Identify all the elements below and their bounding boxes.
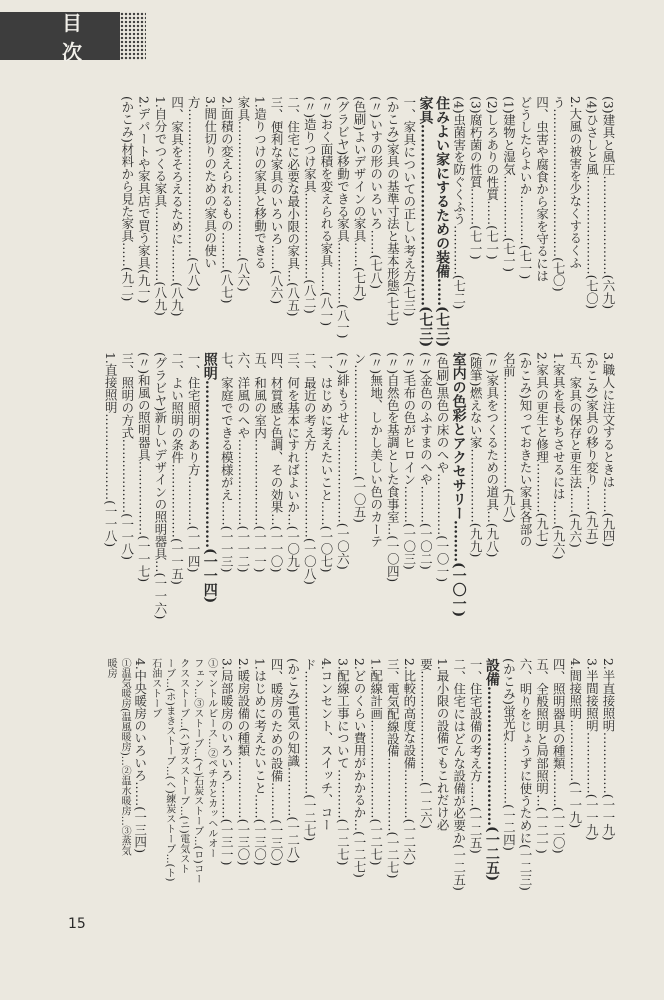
- toc-subitem-list: ①温気暖房(温風暖房)…②温水暖房…③蒸気: [119, 658, 131, 856]
- header-dot-pattern: [120, 12, 146, 60]
- toc-entry: 4.コンセント、スイッチ、コー: [318, 658, 334, 832]
- toc-subitem-list: フェン…③ストーブ…(イ)石炭ストーブ…(ロ)コー: [191, 658, 203, 884]
- toc-entry: (〃)自然色を基調とした食事室…(一〇四): [385, 352, 401, 583]
- toc-entry: 1.最小限の設備でもこれだけ必: [435, 658, 451, 832]
- toc-block-middle: [60, 352, 616, 626]
- toc-entry: (4)虫菌害を防ぐくふう…………(七二): [451, 96, 467, 310]
- toc-entry: 四、家具をそろえるために………(八九): [169, 96, 185, 317]
- toc-entry: 3.配線工事について…………(一二七): [335, 658, 351, 866]
- toc-entry: 二、住宅に必要な最小限の家具…(八五): [285, 96, 301, 317]
- toc-entry: 2.家具の更生と修理…………(九七): [534, 352, 550, 548]
- toc-entry: 一、はじめに考えたいこと……(一〇七): [318, 352, 334, 573]
- toc-title: 目 次: [62, 11, 90, 64]
- toc-entry: ド…………………………(一二七): [302, 658, 318, 842]
- toc-entry: (3)腐朽菌の性質………(七一): [468, 96, 484, 260]
- toc-entry: (〃)造りつけ家具…………………(八二): [302, 96, 318, 314]
- toc-entry: どうしたらよいか…………(七一): [518, 96, 534, 280]
- toc-entry: 二、住宅にはどんな設備が必要か(一二五): [451, 658, 467, 891]
- toc-entry: 三、電気配線設備………………(一二七): [385, 658, 401, 879]
- toc-entry: (色刷)よいデザインの家具……(七九): [352, 96, 368, 302]
- toc-section-heading: 家具…………………………………(七三): [417, 96, 434, 348]
- toc-entry: (かこみ)家具の移り変り……(九五): [584, 352, 600, 545]
- toc-entry: 2.デパートや家具店で買う家具(九一): [136, 96, 152, 304]
- toc-entry: う………………………………(七〇): [551, 96, 567, 292]
- toc-entry: 1.はじめに考えたいこと……(一三〇): [252, 658, 268, 866]
- toc-entry: (かこみ)電気の知識…………(一二八): [285, 658, 301, 864]
- toc-entry: 四、材質感と色調、その効果…(一一〇): [269, 352, 285, 573]
- toc-entry: (〃)金色のふすまのへや………(一〇二): [418, 352, 434, 570]
- toc-section-heading: 設備…………………………(一二五): [483, 658, 500, 882]
- toc-entry: (かこみ)蛍光灯……………(一二四): [501, 658, 517, 851]
- toc-subitem-list: 暖房: [105, 658, 117, 678]
- toc-entry: 六、洋風のへや…………………(一一二): [235, 352, 251, 573]
- toc-entry: 3.間仕切りのための家具の使い: [202, 96, 218, 270]
- toc-entry: 六、明りをじょうずに使うために(一二三): [518, 658, 534, 891]
- toc-entry: 1.自分でつくる家具………………(八九): [152, 96, 168, 316]
- toc-entry: (色刷)黒色の床のへや……………(一〇一): [435, 352, 451, 583]
- toc-entry: 2.大風の被害を少なくするくふ: [567, 96, 583, 270]
- toc-entry: 4.間接照明……………(一一九): [567, 658, 583, 829]
- toc-entry: (かこみ)材料から見た家具……(九二): [119, 96, 135, 302]
- toc-entry: (4)ひさしと風……………………(七〇): [584, 96, 600, 310]
- toc-entry: 4.中央暖房のいろいろ……(一三四): [132, 658, 148, 854]
- toc-entry: 2.面積の変えられるもの………(八七): [219, 96, 235, 304]
- toc-entry: 二、よい照明の条件………………(一一五): [169, 352, 185, 585]
- toc-entry: (3)建具と風圧……………………(六九): [601, 96, 616, 310]
- toc-block-bottom: [60, 658, 616, 891]
- toc-entry: 一、住宅照明のあり方…………(一一四): [186, 352, 202, 573]
- toc-entry: (〃)いすの形のいろいろ……(七八): [368, 96, 384, 289]
- toc-entry: 1.造りつけの家具と移動できる: [252, 96, 268, 270]
- toc-entry: ン………………………(一〇五): [352, 352, 368, 523]
- toc-block-top-left: [60, 96, 616, 348]
- toc-entry: 一、家具についての正しい考え方(七三): [401, 96, 417, 317]
- toc-entry: 一、住宅設備の考え方……(一二五): [468, 658, 484, 854]
- toc-entry: 三、何を基本にすればよいか…(一〇九): [285, 352, 301, 573]
- toc-subitem-list: 石油ストーブ: [149, 658, 161, 718]
- toc-entry: (グラビヤ)移動できる家具……………(八一): [335, 96, 351, 339]
- toc-section-heading: 照明………………………………(一一四): [201, 352, 218, 604]
- toc-entry: (〃)家具をつくるための道具…(九八): [484, 352, 500, 558]
- toc-entry: 1.家具を長もちさせるには……(九六): [551, 352, 567, 560]
- toc-entry: (かこみ)家具の基準寸法と基本形態(七七): [385, 96, 401, 327]
- toc-entry: (〃)無地、しかし美しい色のカーテ: [368, 352, 384, 548]
- toc-entry: (グラビヤ)新しいデザインの照明器具…(一一六): [152, 352, 168, 620]
- toc-entry: 要………………………(一二六): [418, 658, 434, 829]
- toc-entry: 五、家具の保存と更生法……(九六): [567, 352, 583, 548]
- toc-entry: 方………………………………(八八): [186, 96, 202, 292]
- toc-header-bar: [0, 11, 120, 64]
- page-number: 15: [68, 916, 86, 932]
- toc-entry: 二、最近の考え方…………………(一〇八): [302, 352, 318, 585]
- toc-entry: 3.職人に注文するときは……(九四): [601, 352, 616, 548]
- toc-section-heading: 住みよい家にするための装備……(七三): [434, 96, 451, 348]
- toc-entry: 2.半直接照明……………(一一九): [601, 658, 616, 841]
- toc-entry: (2)しろありの性質……(七一): [484, 96, 500, 260]
- toc-section-heading: 室内の色彩とアクセサリー………(一〇一): [450, 352, 467, 618]
- toc-entry: 七、家庭でできる模様がえ……(一一三): [219, 352, 235, 573]
- toc-entry: 四、照明器具の種類………(一二〇): [551, 658, 567, 854]
- toc-entry: 四、虫害や腐食から家を守るには: [534, 96, 550, 282]
- toc-entry: 三、便利な家具のいろいろ……(八六): [269, 96, 285, 305]
- toc-subitem-list: ①マントルピース…②ペチカとカッヘルオー: [205, 658, 217, 858]
- toc-entry: 3.半間接照明……………(一一九): [584, 658, 600, 841]
- toc-entry: 五、和風の室内…………………(一一一): [252, 352, 268, 573]
- toc-entry: 2.どのくらい費用がかかるか…(一二七): [352, 658, 368, 878]
- toc-entry: 名前………………………(九八): [501, 352, 517, 523]
- toc-entry: 2.比較的高度な設備…………(一二六): [401, 658, 417, 866]
- toc-entry: (かこみ)知っておきたい家具各部の: [518, 352, 534, 548]
- toc-entry: 三、照明の方式………………(一一八): [119, 352, 135, 561]
- toc-entry: 2.暖房設備の種類……………(一三〇): [235, 658, 251, 866]
- toc-entry: (〃)和風の照明器具………………(一一七): [136, 352, 152, 583]
- toc-entry: (〃)毛布の色がヒロイン………(一〇三): [401, 352, 417, 570]
- toc-entry: 家具……………………………(八六): [235, 96, 251, 292]
- toc-entry: 3.局部暖房のいろいろ………(一三一): [219, 658, 235, 866]
- toc-entry: 四、暖房のための設備………(一三〇): [269, 658, 285, 867]
- toc-entry: 1.直接照明…………………(一一八): [103, 352, 119, 548]
- toc-subitem-list: クスストーブ…(ハ)ガスストーブ…(ニ)電気スト: [177, 658, 189, 874]
- toc-entry: (〃)緋もうせん…………………(一〇六): [335, 352, 351, 570]
- toc-subitem-list: ーブ…(ホ)まきストーブ…(ヘ)練炭ストーブ…(ト): [163, 658, 175, 882]
- toc-entry: (1)建物と湿気……………(七一): [501, 96, 517, 272]
- toc-entry: 五、全般照明と局部照明…(一二一): [534, 658, 550, 854]
- toc-entry: (〃)おく面積を変えられる家具……(八一): [318, 96, 334, 327]
- toc-entry: 1.配線計画……………………(一二七): [368, 658, 384, 866]
- toc-entry: (随筆)燃えない家………………(九九): [468, 352, 484, 558]
